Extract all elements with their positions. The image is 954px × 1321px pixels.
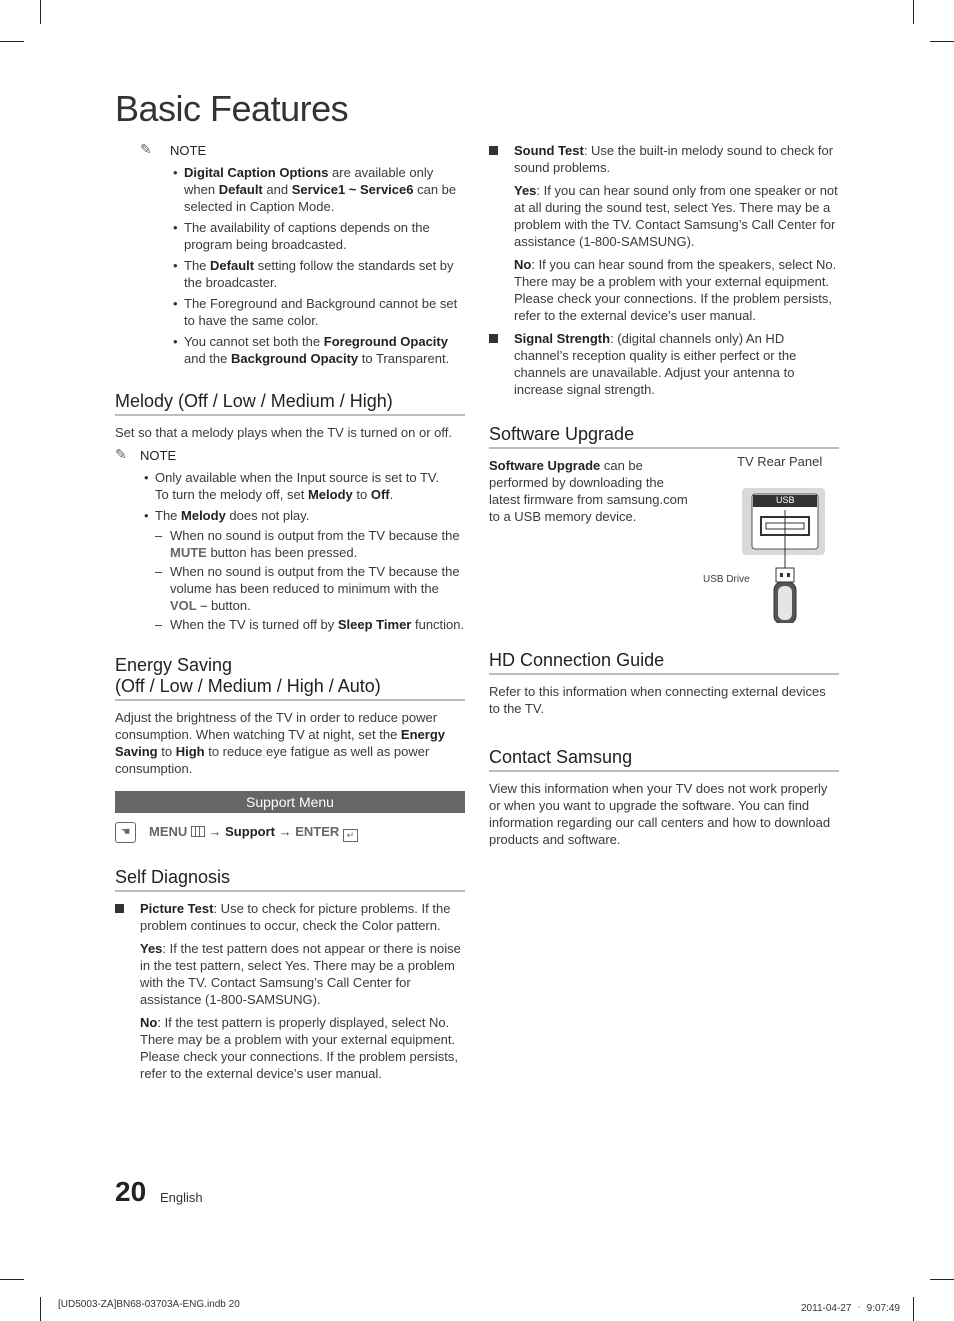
melody-note-header: ✎ NOTE <box>115 446 177 463</box>
contact-samsung-heading: Contact Samsung <box>489 747 839 772</box>
list-item: • Only available when the Input source is set to TV. To turn the melody off, set Melody to Off. <box>155 469 465 503</box>
signal-strength-item: Signal Strength: (digital channels only) An HD channel’s reception quality is either perfect or the channels are unavailable. Adjust your antenna to increase signal strength. <box>489 330 839 398</box>
usb-port-label: USB <box>776 495 795 505</box>
menu-path: ☚ MENU → Support → ENTER ↵ <box>115 821 465 843</box>
right-column <box>489 142 839 854</box>
left-column <box>115 142 465 1088</box>
melody-desc: Set so that a melody plays when the TV is turned on or off. <box>115 425 452 440</box>
list-item: • The Foreground and Background cannot be set to have the same color. <box>184 295 465 329</box>
picture-test-item: Picture Test: Use to check for picture problems. If the problem continues to occur, check the Color pattern. Yes: If the test pattern does not appear or there is noise in the test pattern, select Yes. There may be a problem with the TV. Contact Samsung’s Call Center for assistance (1-800-SAMSUNG). No: If the test pattern is properly displayed, select No. There may be a problem with your external equipment. Please check your connections. If the problem persists, refer to the external device’s user manual. <box>115 900 465 1082</box>
menu-icon <box>191 826 205 837</box>
page-number: 20 <box>115 1176 147 1207</box>
pencil-icon: ✎ <box>140 141 152 157</box>
self-diagnosis-heading: Self Diagnosis <box>115 867 465 892</box>
page-title: Basic Features <box>115 88 349 129</box>
square-bullet-icon <box>115 904 124 913</box>
list-item: • The Default setting follow the standards set by the broadcaster. <box>184 257 465 291</box>
list-item: – When no sound is output from the TV because the volume has been reduced to minimum with the VOL – button. <box>155 563 465 614</box>
caption-notes-list <box>184 164 465 367</box>
software-upgrade-desc: Software Upgrade can be performed by downloading the latest firmware from samsung.com to a USB memory device. <box>489 458 688 524</box>
melody-subnotes <box>115 527 465 633</box>
list-item: • The Melody does not play. – When no sound is output from the TV because the MUTE button has been pressed. – When no sound is output from the TV because the volume has been reduced to minimum with the VOL – button. – When the TV is turned off by Sleep Timer function. <box>155 507 465 633</box>
usb-diagram-icon <box>689 473 839 623</box>
software-upgrade-section <box>489 454 839 627</box>
crop-mark <box>913 1297 914 1321</box>
crop-mark <box>930 41 954 42</box>
caption-note-header <box>115 142 465 160</box>
list-item: • Digital Caption Options are available only when Default and Service1 ~ Service6 can be selected in Caption Mode. <box>184 164 465 215</box>
melody-notes-list <box>155 469 465 633</box>
tv-rear-panel-label: TV Rear Panel <box>737 454 823 469</box>
square-bullet-icon <box>489 146 498 155</box>
list-item: • The availability of captions depends on the program being broadcasted. <box>184 219 465 253</box>
energy-heading: Energy Saving (Off / Low / Medium / High / Auto) <box>115 655 465 701</box>
hd-connection-heading: HD Connection Guide <box>489 650 839 675</box>
crop-mark <box>913 0 914 24</box>
support-menu-bar: Support Menu <box>115 791 465 813</box>
crop-mark <box>0 41 24 42</box>
software-upgrade-heading: Software Upgrade <box>489 424 839 449</box>
square-bullet-icon <box>489 334 498 343</box>
sound-test-item: Sound Test: Use the built-in melody sound to check for sound problems. Yes: If you can hear sound only from one speaker or not at all during the sound test, select Yes. There may be a problem with the TV. Contact Samsung’s Call Center for assistance (1-800-SAMSUNG). No: If you can hear sound from the speakers, select No. There may be a problem with your external equipment. Please check your connections. If the problem persists, refer to the external device’s user manual. <box>489 142 839 324</box>
hand-icon: ☚ <box>115 822 136 843</box>
slug-right: 2011-04-27 ᆞ 9:07:49 <box>801 1303 900 1314</box>
page-language: English <box>160 1190 203 1205</box>
usb-drive-label: USB Drive <box>703 574 750 585</box>
list-item: • You cannot set both the Foreground Opacity and the Background Opacity to Transparent. <box>184 333 465 367</box>
pencil-icon: ✎ <box>115 446 127 462</box>
crop-mark <box>40 0 41 24</box>
melody-heading: Melody (Off / Low / Medium / High) <box>115 391 465 416</box>
note-label: NOTE <box>170 143 207 158</box>
energy-desc: Adjust the brightness of the TV in order to reduce power consumption. When watching TV at night, set the Energy Saving to High to reduce eye fatigue as well as power consumption. <box>115 710 445 776</box>
crop-mark <box>0 1279 24 1280</box>
list-item: – When the TV is turned off by Sleep Timer function. <box>155 616 465 633</box>
slug-left: [UD5003-ZA]BN68-03703A-ENG.indb 20 <box>58 1299 240 1310</box>
list-item: – When no sound is output from the TV because the MUTE button has been pressed. <box>155 527 465 561</box>
enter-icon: ↵ <box>343 829 358 842</box>
contact-samsung-desc: View this information when your TV does not work properly or when you want to upgrade the software. You can find information regarding our call centers and how to download products and software. <box>489 781 831 847</box>
crop-mark <box>40 1297 41 1321</box>
crop-mark <box>930 1279 954 1280</box>
hd-connection-desc: Refer to this information when connecting external devices to the TV. <box>489 684 826 716</box>
